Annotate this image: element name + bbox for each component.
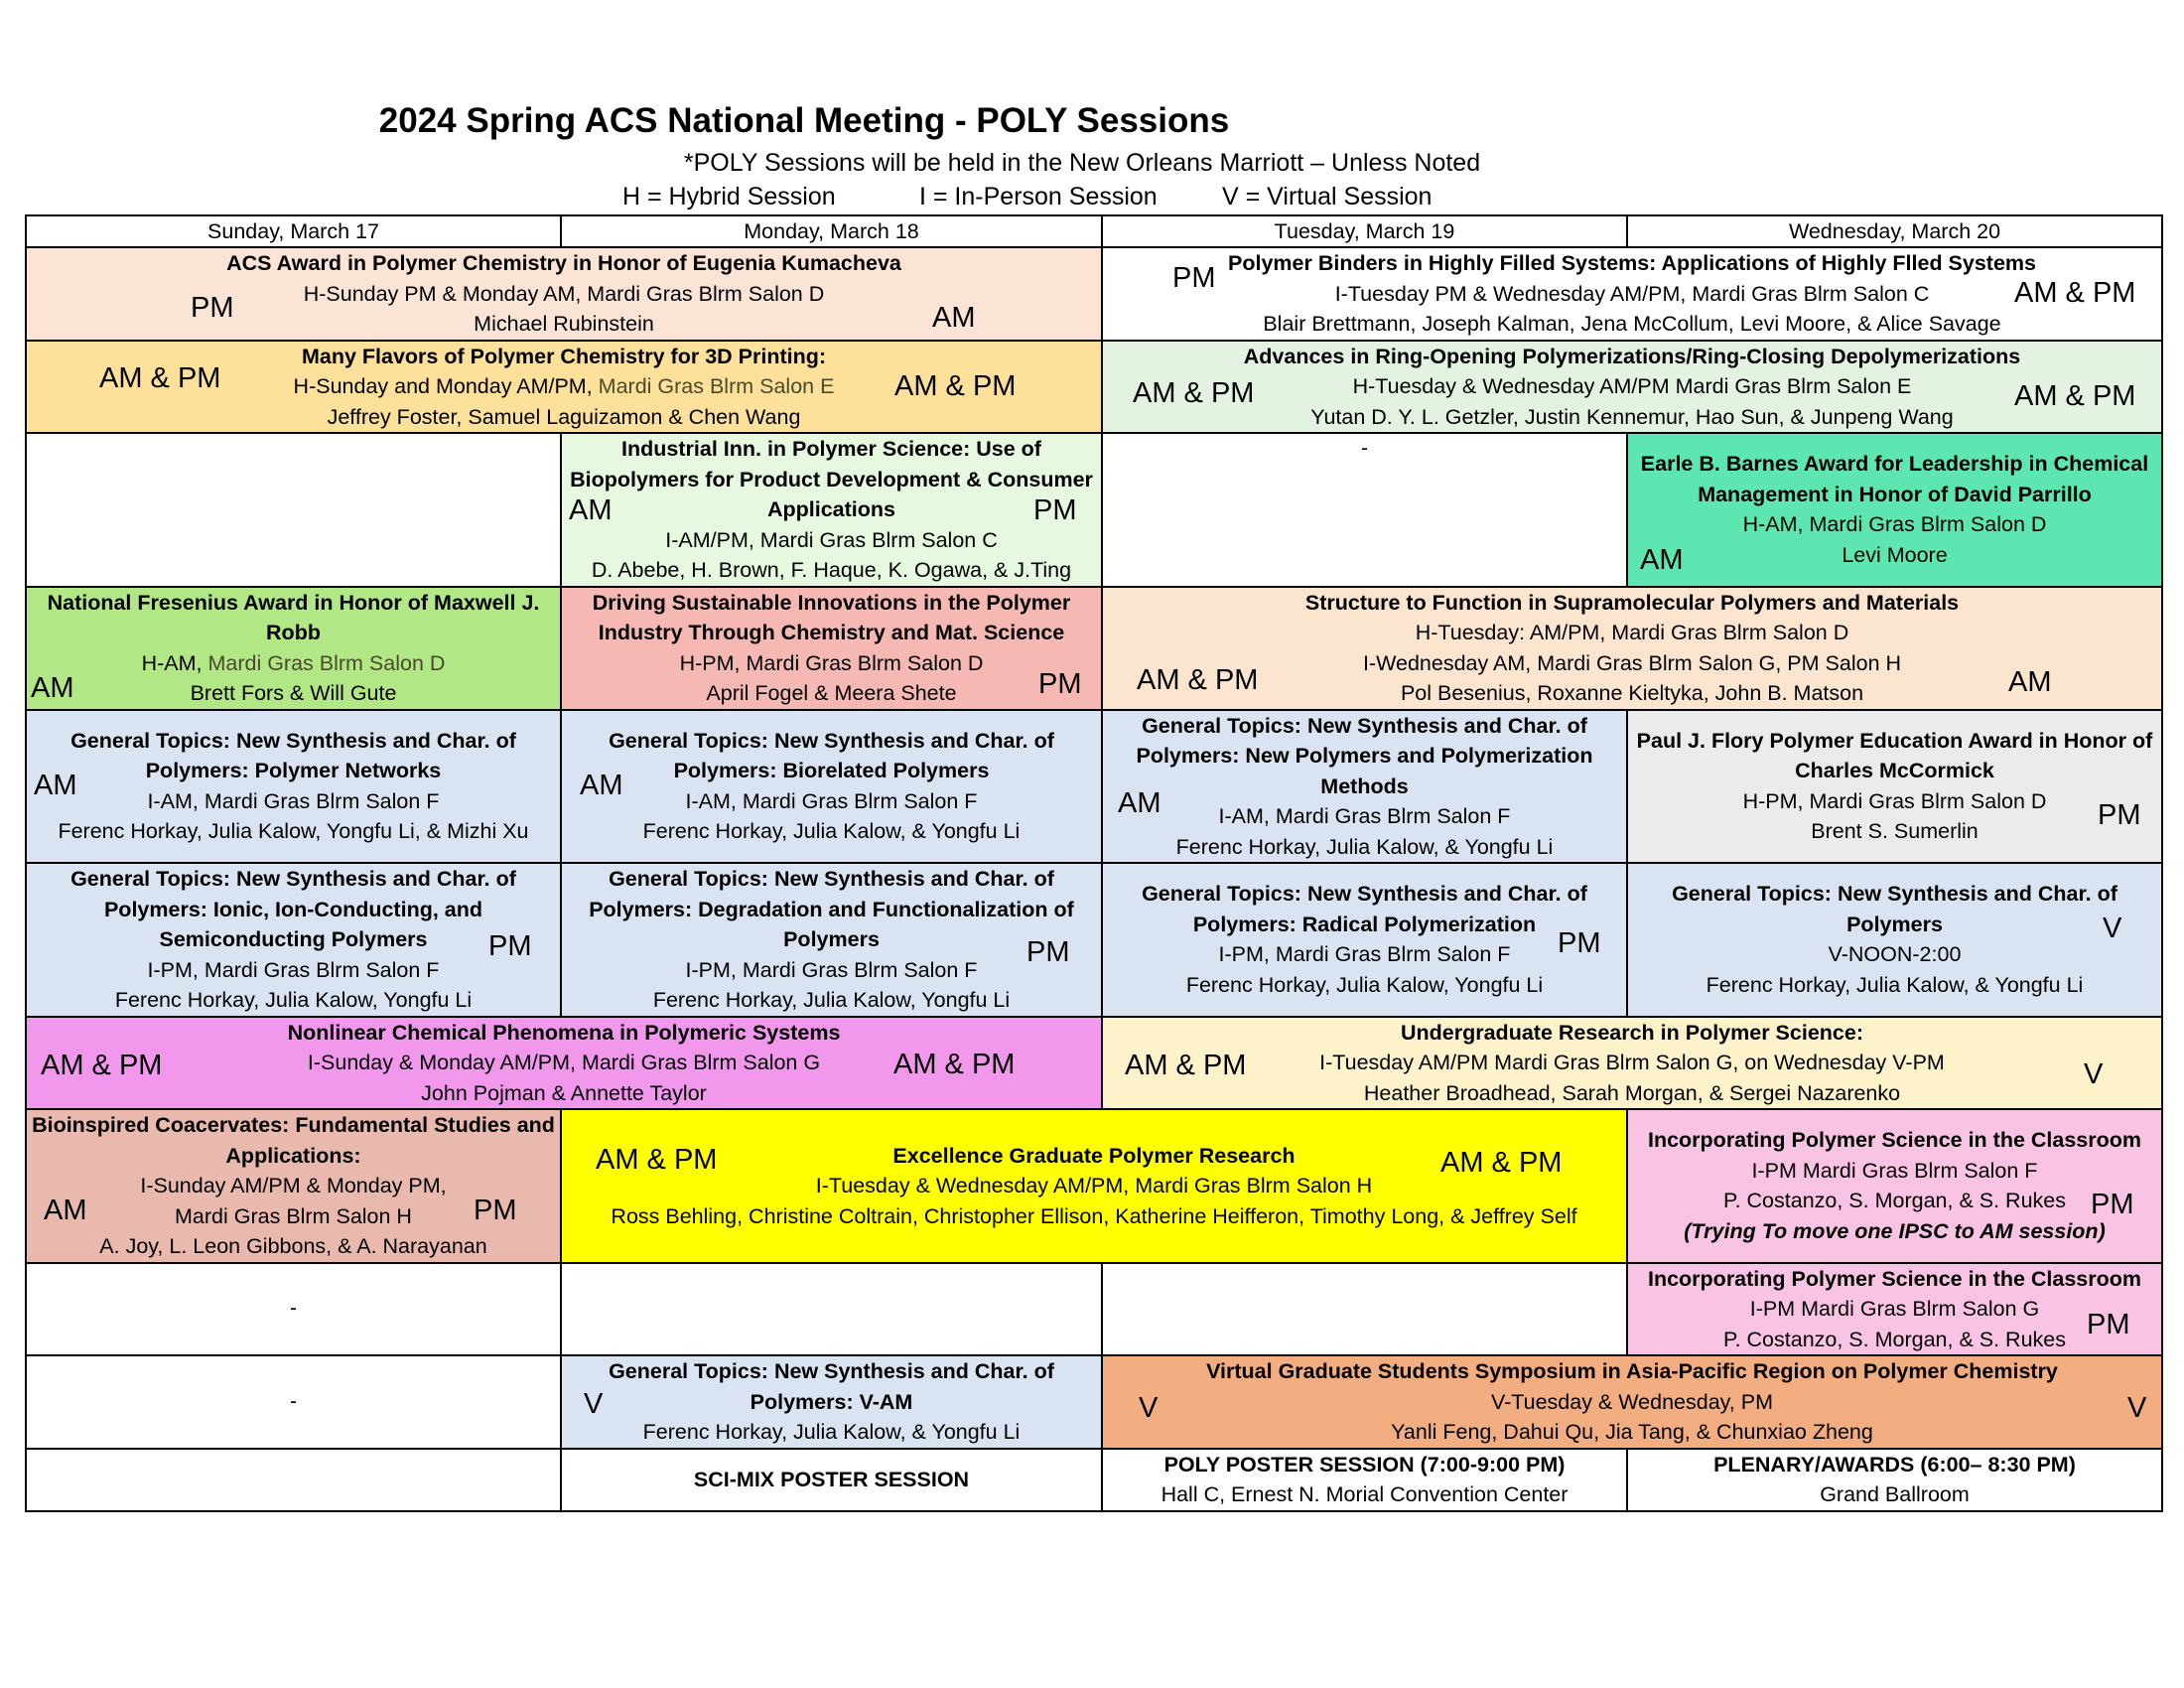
session-organizers: Jeffrey Foster, Samuel Laguizamon & Chen Wang	[327, 404, 801, 429]
session-cell-networks	[26, 710, 561, 864]
session-title: General Topics: New Synthesis and Char. of Polymers: V-AM	[609, 1359, 1054, 1414]
session-row	[26, 1449, 2162, 1511]
time-tag: PM	[488, 930, 532, 962]
session-cell-plenary	[1627, 1449, 2162, 1511]
session-location: H-PM, Mardi Gras Blrm Salon D	[679, 650, 984, 675]
session-cell-new-polymers	[1102, 710, 1627, 864]
day-wednesday: Wednesday, March 20	[1627, 215, 2162, 247]
session-organizers: Ferenc Horkay, Julia Kalow, Yongfu Li	[1185, 972, 1544, 997]
session-cell-classroom-g	[1627, 1263, 2162, 1356]
time-tag: PM	[1026, 936, 1070, 968]
time-tag: AM	[34, 769, 77, 801]
session-organizers: P. Costanzo, S. Morgan, & S. Rukes	[1723, 1327, 2066, 1351]
session-cell-excellence	[561, 1109, 1627, 1263]
session-location: I-PM, Mardi Gras Blrm Salon F	[1218, 942, 1511, 967]
session-location: I-Sunday & Monday AM/PM, Mardi Gras Blrm Salon G	[307, 1051, 821, 1074]
session-row	[26, 247, 2162, 341]
time-tag: PM	[1558, 927, 1601, 959]
session-location: I-AM, Mardi Gras Blrm Salon F	[147, 788, 440, 813]
session-row	[26, 1355, 2162, 1449]
time-tag: AM	[569, 494, 613, 526]
time-tag: AM & PM	[894, 369, 1017, 402]
placeholder-dash: -	[290, 1297, 297, 1320]
time-tag: AM & PM	[893, 1048, 1016, 1080]
session-cell-poster	[1102, 1449, 1627, 1511]
time-tag: AM	[932, 302, 976, 334]
session-cell-flory-award	[1627, 710, 2162, 864]
day-monday: Monday, March 18	[561, 215, 1102, 247]
time-tag: AM & PM	[596, 1144, 718, 1176]
time-tag: AM & PM	[1137, 663, 1259, 696]
session-organizers: Heather Broadhead, Sarah Morgan, & Sergei Nazarenko	[1363, 1080, 1901, 1105]
session-cell-fresenius	[26, 587, 561, 710]
session-title: ACS Award in Polymer Chemistry in Honor of Eugenia Kumacheva	[226, 251, 901, 275]
session-title: National Fresenius Award in Honor of Maxwell J. Robb	[47, 590, 540, 644]
session-cell-barnes-award	[1627, 433, 2162, 587]
session-cell-coacervates	[26, 1109, 561, 1263]
time-tag: AM & PM	[99, 361, 221, 394]
session-cell-binders	[1102, 247, 2162, 341]
session-row	[26, 1263, 2162, 1356]
session-organizers: Michael Rubinstein	[474, 312, 654, 336]
session-location: I-AM/PM, Mardi Gras Blrm Salon C	[665, 527, 998, 552]
time-tag: V	[2103, 913, 2122, 944]
session-organizers: Brent S. Sumerlin	[1811, 819, 1979, 844]
session-row	[26, 341, 2162, 434]
legend-virtual: V = Virtual Session	[1222, 183, 1433, 211]
session-title: Many Flavors of Polymer Chemistry for 3D Printing:	[301, 344, 827, 368]
session-title: General Topics: New Synthesis and Char. of Polymers: Polymer Networks	[70, 728, 516, 783]
session-row	[26, 587, 2162, 710]
session-title: Polymer Binders in Highly Filled Systems: Applications of Highly Flled Systems	[1228, 251, 2036, 275]
session-organizers: Ferenc Horkay, Julia Kalow, & Yongfu Li	[1706, 972, 2084, 997]
time-tag: AM & PM	[1440, 1147, 1563, 1179]
session-title: Structure to Function in Supramolecular Polymers and Materials	[1304, 590, 1960, 615]
session-title: General Topics: New Synthesis and Char. of Polymers	[1672, 882, 2117, 936]
session-organizers: D. Abebe, H. Brown, F. Haque, K. Ogawa, & J.Ting	[591, 558, 1072, 582]
location-note: *POLY Sessions will be held in the New Orleans Marriott – Unless Noted	[683, 149, 1481, 177]
time-tag: PM	[191, 292, 234, 324]
session-organizers: Ferenc Horkay, Julia Kalow, Yongfu Li	[114, 988, 473, 1012]
time-tag: PM	[2091, 1189, 2134, 1220]
placeholder-dash: -	[1361, 437, 1368, 460]
session-location: H-Tuesday & Wednesday AM/PM Mardi Gras Blrm Salon E	[1352, 374, 1912, 398]
empty-cell	[1102, 1263, 1627, 1356]
session-location: I-PM Mardi Gras Blrm Salon G	[1749, 1297, 2040, 1321]
session-cell-sustainable	[561, 587, 1102, 710]
time-tag: PM	[1033, 494, 1077, 526]
session-organizers: April Fogel & Meera Shete	[706, 681, 957, 705]
session-title: Incorporating Polymer Science in the Classroom	[1647, 1266, 2142, 1291]
time-tag: AM	[2008, 665, 2052, 698]
time-tag: PM	[2087, 1308, 2130, 1340]
session-title: General Topics: New Synthesis and Char. of Polymers: Degradation and Functionalization of Polymers	[589, 867, 1074, 951]
time-tag: PM	[1038, 667, 1082, 700]
session-location: I-Sunday AM/PM & Monday PM,	[140, 1174, 447, 1197]
session-location: V-NOON-2:00	[1828, 942, 1962, 967]
session-title: Bioinspired Coacervates: Fundamental Studies and Applications:	[32, 1113, 555, 1168]
legend-in-person: I = In-Person Session	[919, 183, 1158, 211]
time-tag: AM	[1640, 544, 1684, 576]
time-tag: V	[1139, 1392, 1159, 1424]
session-location: I-PM Mardi Gras Blrm Salon F	[1751, 1158, 2038, 1183]
session-row	[26, 1109, 2162, 1263]
empty-cell	[26, 1355, 561, 1449]
session-location: I-AM, Mardi Gras Blrm Salon F	[685, 788, 978, 813]
session-location: I-PM, Mardi Gras Blrm Salon F	[147, 957, 440, 982]
session-title: General Topics: New Synthesis and Char. of Polymers: Ionic, Ion-Conducting, and Semiconducting Polymers	[70, 867, 516, 951]
session-title: Incorporating Polymer Science in the Classroom	[1647, 1128, 2142, 1153]
time-tag: AM & PM	[2014, 379, 2136, 412]
session-cell-asia-pacific	[1102, 1355, 2162, 1449]
session-cell-biorelated	[561, 710, 1102, 864]
session-title: Paul J. Flory Polymer Education Award in Honor of Charles McCormick	[1636, 728, 2153, 783]
time-tag: PM	[1172, 262, 1216, 294]
session-title: Virtual Graduate Students Symposium in Asia-Pacific Region on Polymer Chemistry	[1206, 1359, 2058, 1383]
session-organizers: Yutan D. Y. L. Getzler, Justin Kennemur, Hao Sun, & Junpeng Wang	[1310, 404, 1954, 429]
session-organizers: Yanli Feng, Dahui Qu, Jia Tang, & Chunxiao Zheng	[1391, 1420, 1873, 1444]
time-tag: AM & PM	[1133, 376, 1255, 409]
session-cell-nonlinear	[26, 1017, 1102, 1110]
session-title: Driving Sustainable Innovations in the Polymer Industry Through Chemistry and Mat. Science	[592, 590, 1071, 644]
time-tag: AM	[31, 671, 74, 704]
session-cell-supramolecular	[1102, 587, 2162, 710]
day-tuesday: Tuesday, March 19	[1102, 215, 1627, 247]
session-organizers: Ferenc Horkay, Julia Kalow, & Yongfu Li	[1175, 834, 1554, 859]
session-cell-ring-opening	[1102, 341, 2162, 434]
time-tag: V	[584, 1388, 604, 1420]
page-title: 2024 Spring ACS National Meeting - POLY Sessions	[378, 101, 1230, 140]
session-cell-general-virtual	[1627, 863, 2162, 1017]
day-header-row	[26, 215, 2162, 247]
session-location: H-Sunday and Monday AM/PM,	[293, 374, 599, 398]
session-location: H-AM,	[141, 650, 208, 675]
session-cell-degradation	[561, 863, 1102, 1017]
session-location: I-Tuesday AM/PM Mardi Gras Blrm Salon G, on Wednesday V-PM	[1319, 1051, 1945, 1074]
session-cell-industrial	[561, 433, 1102, 587]
session-organizers: Levi Moore	[1842, 542, 1948, 567]
empty-cell	[26, 433, 561, 587]
empty-cell	[26, 1263, 561, 1356]
session-title: SCI-MIX POSTER SESSION	[693, 1467, 970, 1491]
session-note: (Trying To move one IPSC to AM session)	[1684, 1218, 2106, 1243]
session-location: I-Tuesday PM & Wednesday AM/PM, Mardi Gras Blrm Salon C	[1334, 281, 1930, 306]
session-organizers: Ferenc Horkay, Julia Kalow, & Yongfu Li	[642, 819, 1021, 844]
session-location: I-Wednesday AM, Mardi Gras Blrm Salon G, PM Salon H	[1362, 650, 1902, 675]
session-cell-radical	[1102, 863, 1627, 1017]
session-cell-sci-mix	[561, 1449, 1102, 1511]
session-row	[26, 863, 2162, 1017]
session-location: I-Tuesday & Wednesday AM/PM, Mardi Gras Blrm Salon H	[815, 1174, 1373, 1197]
session-cell-kumacheva	[26, 247, 1102, 341]
session-title: Nonlinear Chemical Phenomena in Polymeric Systems	[287, 1020, 841, 1045]
session-title: General Topics: New Synthesis and Char. of Polymers: Biorelated Polymers	[609, 728, 1054, 783]
session-organizers: P. Costanzo, S. Morgan, & S. Rukes	[1723, 1189, 2066, 1213]
legend-hybrid: H = Hybrid Session	[622, 183, 836, 211]
session-room: Mardi Gras Blrm Salon E	[598, 374, 835, 398]
time-tag: PM	[2098, 798, 2141, 831]
placeholder-dash: -	[290, 1389, 297, 1413]
time-tag: V	[2127, 1392, 2147, 1424]
session-organizers: Ross Behling, Christine Coltrain, Christopher Ellison, Katherine Heifferon, Timothy Long, & Jeffrey Self	[611, 1203, 1577, 1228]
session-location: H-AM, Mardi Gras Blrm Salon D	[1742, 512, 2047, 537]
session-cell-undergraduate	[1102, 1017, 2162, 1110]
session-organizers: Brett Fors & Will Gute	[190, 681, 397, 705]
time-tag: AM	[44, 1195, 87, 1226]
session-organizers: John Pojman & Annette Taylor	[421, 1080, 707, 1105]
session-cell-ionic	[26, 863, 561, 1017]
empty-cell	[1102, 433, 1627, 587]
time-tag: AM	[580, 769, 623, 801]
session-title: General Topics: New Synthesis and Char. of Polymers: Radical Polymerization	[1142, 882, 1587, 936]
session-location: Grand Ballroom	[1820, 1482, 1970, 1506]
time-tag: AM & PM	[2014, 277, 2136, 309]
schedule-table	[25, 214, 2163, 1512]
session-title: POLY POSTER SESSION (7:00-9:00 PM)	[1163, 1452, 1566, 1477]
session-organizers: Pol Besenius, Roxanne Kieltyka, John B. Matson	[1400, 681, 1864, 705]
session-cell-classroom-f	[1627, 1109, 2162, 1263]
session-title: General Topics: New Synthesis and Char. of Polymers: New Polymers and Polymerization Methods	[1136, 713, 1593, 798]
session-location: I-PM, Mardi Gras Blrm Salon F	[685, 957, 978, 982]
session-location: V-Tuesday & Wednesday, PM	[1490, 1389, 1773, 1414]
time-tag: AM & PM	[1125, 1049, 1247, 1081]
session-row	[26, 433, 2162, 587]
day-sunday: Sunday, March 17	[26, 215, 561, 247]
time-tag: V	[2084, 1057, 2104, 1090]
session-organizers: Ferenc Horkay, Julia Kalow, Yongfu Li	[652, 988, 1011, 1012]
session-location: I-AM, Mardi Gras Blrm Salon F	[1218, 804, 1511, 828]
session-row	[26, 710, 2162, 864]
session-room: Mardi Gras Blrm Salon D	[207, 650, 446, 675]
session-title: Undergraduate Research in Polymer Science:	[1400, 1020, 1863, 1045]
session-location: H-Tuesday: AM/PM, Mardi Gras Blrm Salon D	[1415, 621, 1849, 644]
time-tag: AM	[1118, 786, 1161, 819]
session-title: Excellence Graduate Polymer Research	[892, 1143, 1296, 1168]
session-cell-general-v-am	[561, 1355, 1102, 1449]
session-location: H-PM, Mardi Gras Blrm Salon D	[1742, 788, 2047, 813]
session-location: H-Sunday PM & Monday AM, Mardi Gras Blrm Salon D	[303, 281, 825, 306]
session-organizers: Ferenc Horkay, Julia Kalow, & Yongfu Li	[642, 1420, 1021, 1444]
session-title: Advances in Ring-Opening Polymerizations/Ring-Closing Depolymerizations	[1243, 344, 2021, 368]
session-location: Mardi Gras Blrm Salon H	[175, 1203, 412, 1228]
session-cell-3d-printing	[26, 341, 1102, 434]
session-location: Hall C, Ernest N. Morial Convention Center	[1160, 1482, 1569, 1506]
session-title: Industrial Inn. in Polymer Science: Use of Biopolymers for Product Development & Consumer Applications	[570, 437, 1093, 521]
session-title: PLENARY/AWARDS (6:00– 8:30 PM)	[1713, 1452, 2076, 1477]
session-organizers: Ferenc Horkay, Julia Kalow, Yongfu Li, & Mizhi Xu	[58, 819, 529, 844]
session-row	[26, 1017, 2162, 1110]
session-organizers: Blair Brettmann, Joseph Kalman, Jena McCollum, Levi Moore, & Alice Savage	[1263, 312, 2001, 336]
empty-cell	[561, 1263, 1102, 1356]
session-title: Earle B. Barnes Award for Leadership in Chemical Management in Honor of David Parrillo	[1640, 452, 2149, 506]
session-organizers: A. Joy, L. Leon Gibbons, & A. Narayanan	[99, 1234, 487, 1258]
empty-cell	[26, 1449, 561, 1511]
time-tag: PM	[474, 1195, 517, 1226]
time-tag: AM & PM	[41, 1049, 163, 1081]
